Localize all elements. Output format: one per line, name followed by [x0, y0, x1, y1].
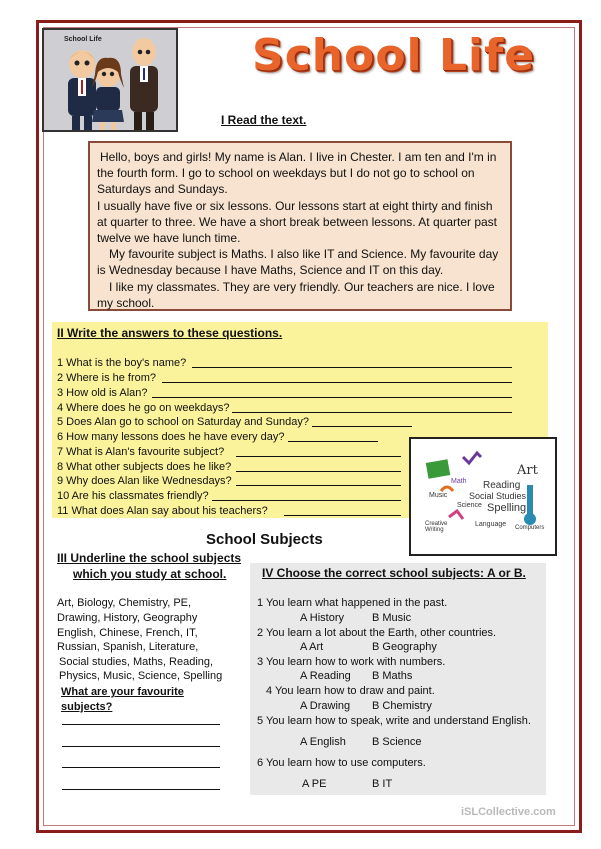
part4-option-2a[interactable]: A Art: [300, 641, 324, 653]
part4-option-3a[interactable]: A Reading: [300, 670, 351, 682]
part4-option-4b[interactable]: B Chemistry: [372, 700, 432, 712]
question-7: 7 What is Alan's favourite subject?: [57, 446, 225, 458]
answer-line-11[interactable]: [284, 515, 401, 516]
subject-word-art: Art: [517, 463, 538, 478]
subject-word-music: Music: [429, 492, 448, 499]
reading-text-box: [88, 141, 512, 311]
question-2: 2 Where is he from?: [57, 372, 157, 384]
part4-option-1b[interactable]: B Music: [372, 612, 412, 624]
question-9: 9 Why does Alan like Wednesdays?: [57, 475, 232, 487]
subject-word-social-studies: Social Studies: [469, 491, 527, 501]
answer-line-6[interactable]: [288, 441, 378, 442]
favourite-question-line1: What are your favourite: [61, 686, 184, 698]
page-title: School Life: [252, 30, 536, 81]
part1-heading: I Read the text.: [221, 113, 307, 127]
part3-heading-line1: III Underline the school subjects: [57, 551, 242, 565]
subject-word-spelling: Spelling: [487, 502, 527, 514]
answer-line-8[interactable]: [236, 471, 401, 472]
header-illustration-label: School Life: [64, 36, 102, 43]
part4-option-3b[interactable]: B Maths: [372, 670, 413, 682]
school-subjects-illustration: [409, 437, 557, 556]
school-subjects-heading: School Subjects: [206, 531, 323, 548]
subject-list-line-2[interactable]: Drawing, History, Geography: [57, 612, 198, 624]
watermark-text: iSLCollective.com: [461, 806, 556, 818]
subject-word-language: Language: [475, 521, 507, 528]
answer-line-3[interactable]: [152, 397, 512, 398]
part4-question-6: 6 You learn how to use computers.: [257, 757, 426, 769]
question-8: 8 What other subjects does he like?: [57, 461, 232, 473]
part4-option-6a[interactable]: A PE: [302, 778, 327, 790]
subject-list-line-5[interactable]: Social studies, Maths, Reading,: [59, 656, 214, 668]
question-6: 6 How many lessons does he have every day?: [57, 431, 285, 443]
favourite-answer-line-4[interactable]: [62, 789, 220, 790]
answer-line-4[interactable]: [232, 412, 512, 413]
reading-paragraph-1: Hello, boys and girls! My name is Alan. I live in Chester. I am ten and I'm in the fourth form. I go to school on weekdays but I do not go to school on Saturdays and Sundays.: [97, 150, 497, 197]
part4-question-2: 2 You learn a lot about the Earth, other countries.: [257, 627, 497, 639]
part4-option-1a[interactable]: A History: [300, 612, 345, 624]
part2-heading: II Write the answers to these questions.: [57, 326, 283, 340]
answer-line-9[interactable]: [236, 485, 401, 486]
question-5: 5 Does Alan go to school on Saturday and Sunday?: [57, 416, 309, 428]
subject-list-line-6[interactable]: Physics, Music, Science, Spelling: [59, 670, 223, 682]
favourite-answer-line-1[interactable]: [62, 724, 220, 725]
subject-word-reading: Reading: [483, 480, 521, 491]
part4-option-2b[interactable]: B Geography: [372, 641, 437, 653]
subject-list-line-3[interactable]: English, Chinese, French, IT,: [57, 627, 198, 639]
part4-option-5a[interactable]: A English: [300, 736, 346, 748]
part3-heading-line2: which you study at school.: [73, 567, 227, 581]
reading-paragraph-4: I like my classmates. They are very friendly. Our teachers are nice. I love my school.: [97, 279, 495, 310]
question-10: 10 Are his classmates friendly?: [57, 490, 209, 502]
subject-word-math: Math: [451, 478, 467, 485]
part4-question-3: 3 You learn how to work with numbers.: [257, 656, 446, 668]
part4-heading: IV Choose the correct school subjects: A or B.: [262, 566, 526, 580]
question-1: 1 What is the boy's name?: [57, 357, 187, 369]
reading-paragraph-2: I usually have five or six lessons. Our lessons start at eight thirty and finish at quarter to three. We have a short break between lessons. At quarter past twelve we have lunch time.: [97, 198, 498, 246]
part4-question-1: 1 You learn what happened in the past.: [257, 597, 448, 609]
answer-line-1[interactable]: [192, 367, 512, 368]
subject-word-science: Science: [457, 502, 482, 509]
answer-line-5[interactable]: [312, 426, 412, 427]
header-illustration: [42, 28, 178, 132]
subject-word-computers: Computers: [515, 525, 545, 531]
favourite-subjects-question: [61, 685, 184, 715]
question-4: 4 Where does he go on weekdays?: [57, 402, 230, 414]
favourite-answer-line-3[interactable]: [62, 767, 220, 768]
children-illustration: [44, 30, 178, 132]
part4-option-6b[interactable]: B IT: [372, 778, 393, 790]
question-11: 11 What does Alan say about his teachers?: [57, 505, 268, 517]
part4-question-4: 4 You learn how to draw and paint.: [266, 685, 435, 697]
reading-paragraph-3: My favourite subject is Maths. I also like IT and Science. My favourite day is Wednesday because I have Maths, Science and IT on this day.: [97, 247, 499, 278]
answer-line-2[interactable]: [162, 382, 512, 383]
answer-line-10[interactable]: [212, 500, 401, 501]
part4-question-5: 5 You learn how to speak, write and understand English.: [257, 715, 531, 727]
part4-option-5b[interactable]: B Science: [372, 736, 422, 748]
answer-line-7[interactable]: [236, 456, 401, 457]
favourite-question-line2: subjects?: [61, 701, 113, 713]
favourite-answer-line-2[interactable]: [62, 746, 220, 747]
part4-option-4a[interactable]: A Drawing: [300, 700, 351, 712]
subject-list-line-4[interactable]: Russian, Spanish, Literature,: [57, 641, 199, 653]
subject-word-creative-writing: Creative Writing: [425, 521, 448, 533]
question-3: 3 How old is Alan?: [57, 387, 148, 399]
subject-list-line-1[interactable]: Art, Biology, Chemistry, PE,: [57, 597, 192, 609]
